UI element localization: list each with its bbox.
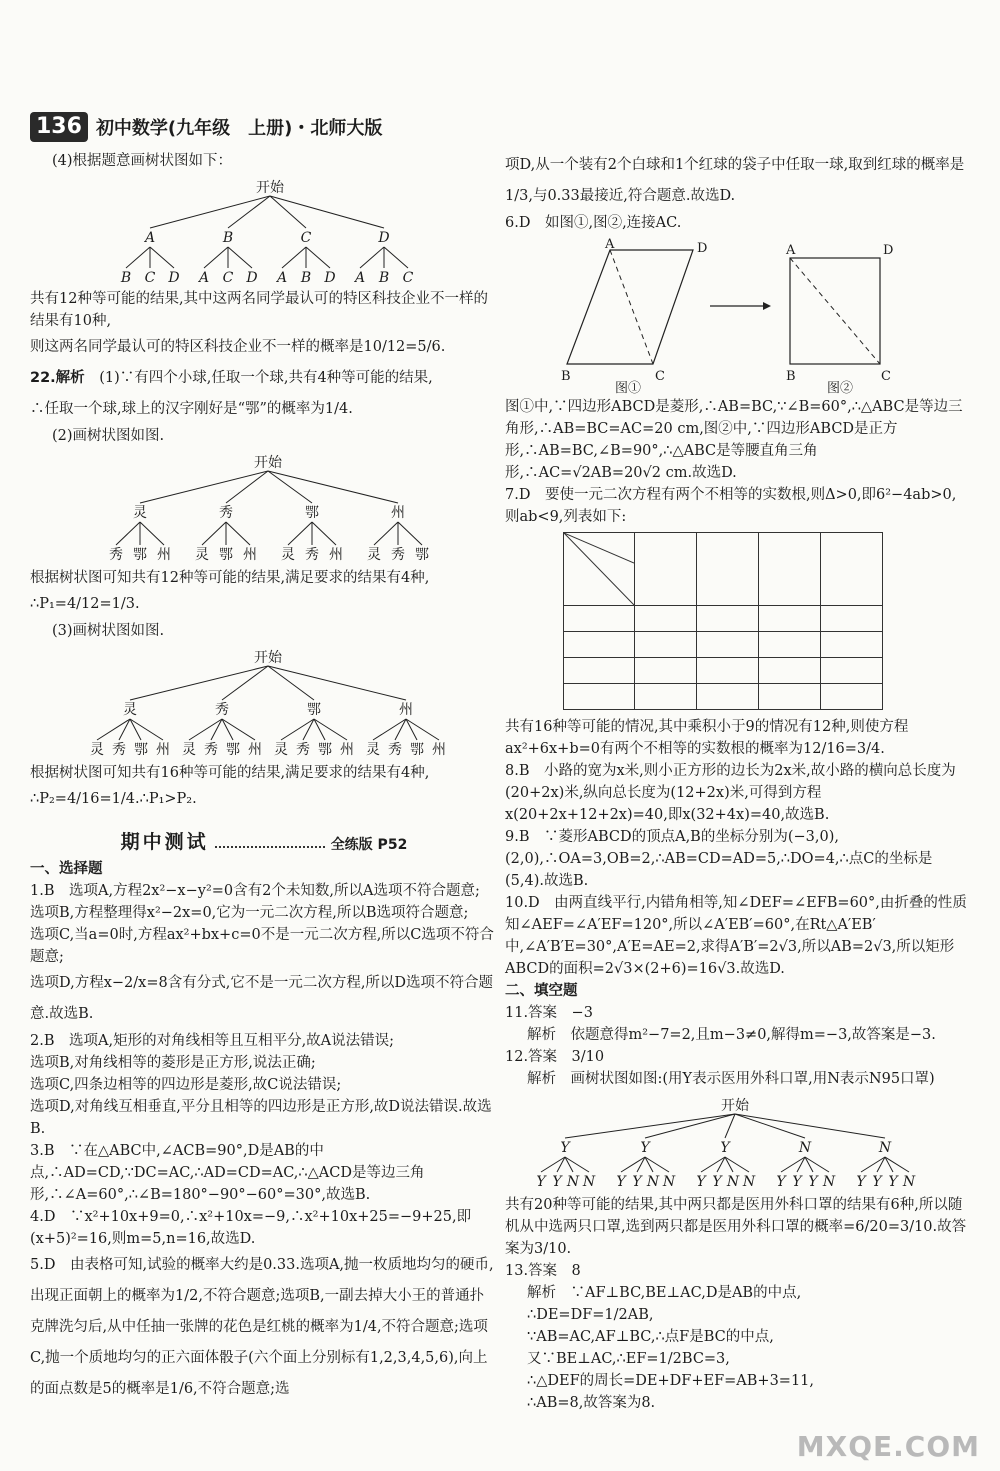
answer-8: 8.B 小路的宽为x米,则小正方形的边长为2x米,故小路的横向总长度为(20+2x)米,纵向总长度为(12+2x)米,可得到方程x(20+2x+12+2x)=40,即x(32+4x)=40,故选B.	[505, 763, 956, 823]
tree-leaf: N	[902, 1174, 916, 1190]
tree-node: N	[798, 1140, 812, 1156]
answer-6-explanation: 图①中,∵四边形ABCD是菱形,∴AB=BC,∵∠B=60°,∴△ABC是等边三角形,∴AB=BC=AC=20 cm,图②中,∵四边形ABCD是正方形,∴AB=BC,∠B=90°,∴△ABC是等腰直角三角形,∴AC=√2AB=20√2 cm.故选D.	[505, 399, 963, 481]
tree-node: C	[300, 230, 312, 246]
tree-leaf: 州	[340, 742, 354, 758]
tree-branch	[374, 522, 398, 545]
tree-leaf: 鄂	[133, 547, 147, 563]
tree-leaf: Y	[792, 1174, 802, 1190]
answer-5: 5.D 由表格可知,试验的概率大约是0.33.选项A,抛一枚质地均匀的硬币,出现正面朝上的概率为1/2,不符合题意;选项B,一副去掉大小王的普通扑克牌洗匀后,从中任抽一张牌的花色是红桃的概率为1/4,不符合题意;选项C,抛一个质地均匀的正六面体骰子(六个面上分别标有1,2,3,4,5,6),向上的面点数是5的概率是1/6,不符合题意;选	[30, 1257, 494, 1397]
answer-3: 3.B ∵在△ABC中,∠ACB=90°,D是AB的中点,∴AD=CD,∵DC=AC,∴AD=CD=AC,∴△ACD是等边三角形,∴∠A=60°,∴∠B=180°−90°−60°=30°,故选B.	[30, 1143, 425, 1203]
tree-leaf: 秀	[204, 742, 218, 758]
tree-leaf: Y	[776, 1174, 786, 1190]
answer-13: 13.答案 8	[505, 1263, 581, 1279]
answer-1c: 选项C,当a=0时,方程ax²+bx+c=0不是一元二次方程,所以C选项不符合题意;	[30, 927, 494, 965]
table-cell	[564, 632, 635, 658]
tree-leaf: 州	[157, 547, 171, 563]
tree-diagram-lingxiu-1	[30, 449, 498, 565]
tree-leaf: 秀	[109, 547, 123, 563]
tree-leaf: N	[742, 1174, 756, 1190]
tree-leaf: Y	[888, 1174, 898, 1190]
tree-branch	[645, 1114, 735, 1138]
midterm-reference: 全练版 P52	[330, 837, 408, 853]
tree-leaf: 秀	[305, 547, 319, 563]
fig2-label-A: A	[786, 243, 796, 258]
q22-part1-answer: ∴任取一个球,球上的汉字刚好是“鄂”的概率为1/4.	[30, 401, 353, 417]
tree-leaf: Y	[696, 1174, 706, 1190]
q22-part3-text: 根据树状图可知共有16种等可能的结果,满足要求的结果有4种,	[30, 765, 430, 781]
tree-root: 开始	[254, 650, 282, 666]
tree-diagram-masks	[505, 1092, 970, 1192]
table-cell	[821, 606, 883, 632]
answer-2b: 选项B,对角线相等的菱形是正方形,说法正确;	[30, 1055, 316, 1071]
tree-branch	[268, 471, 398, 503]
tree-branch	[140, 471, 268, 503]
tree-branch	[312, 522, 336, 545]
tree-leaf: Y	[616, 1174, 626, 1190]
watermark: MXQE.COM	[796, 1430, 980, 1463]
answer-12: 12.答案 3/10	[505, 1049, 605, 1065]
tree-leaf: D	[246, 270, 258, 286]
tree-node: 鄂	[305, 505, 319, 521]
answer-11-explanation: 解析 依题意得m²−7=2,且m−3≠0,解得m=−3,故答案是−3.	[527, 1027, 936, 1043]
tree-leaf: 灵	[195, 547, 209, 563]
tree-leaf: 灵	[274, 742, 288, 758]
answer-9: 9.B ∵菱形ABCD的顶点A,B的坐标分别为(−3,0),(2,0),∴OA=3,OB=2,∴AB=CD=AD=5,∴DO=4,∴点C的坐标是(5,4).故选B.	[505, 829, 933, 889]
table-header-cell	[635, 533, 697, 606]
product-table	[563, 532, 883, 710]
answer-2a: 2.B 选项A,矩形的对角线相等且互相平分,故A说法错误;	[30, 1033, 395, 1049]
q22-part3-answer: ∴P₂=4/16=1/4.∴P₁>P₂.	[30, 791, 197, 807]
tree-leaf: Y	[632, 1174, 642, 1190]
answer-2d: 选项D,对角线互相垂直,平分且相等的四边形是正方形,故D说法错误.故选B.	[30, 1099, 492, 1137]
table-cell	[635, 606, 697, 632]
table-header-cell	[821, 533, 883, 606]
tree-leaf: Y	[808, 1174, 818, 1190]
dotted-leader	[215, 846, 325, 848]
tree-leaf: B	[300, 270, 312, 286]
answer-13-step1: 解析 ∵AF⊥BC,BE⊥AC,D是AB的中点,	[527, 1285, 802, 1301]
table-cell	[759, 684, 821, 710]
tree-leaf: 州	[156, 742, 170, 758]
tree-leaf: 灵	[366, 742, 380, 758]
rhombus-square-figure	[505, 238, 970, 394]
answer-6: 6.D 如图①,图②,连接AC.	[505, 215, 682, 231]
tree-leaf: N	[662, 1174, 676, 1190]
answer-2c: 选项C,四条边相等的四边形是菱形,故C说法错误;	[30, 1077, 342, 1093]
tree-leaf: A	[354, 270, 366, 286]
tree-node: 秀	[219, 505, 233, 521]
answer-5-cont: 项D,从一个装有2个白球和1个红球的袋子中任取一球,取到红球的概率是1/3,与0.33最接近,符合题意.故选D.	[505, 157, 965, 204]
answer-13-step2: ∴DE=DF=1/2AB,	[527, 1307, 654, 1323]
tree-branch	[228, 196, 270, 228]
tree-node: N	[878, 1140, 892, 1156]
table-row	[564, 684, 883, 710]
tree-branch	[725, 1114, 735, 1138]
fig2-label-B: B	[786, 369, 796, 384]
tree-leaf: 秀	[112, 742, 126, 758]
table-row	[564, 658, 883, 684]
tree-branch	[116, 522, 140, 545]
fig1-caption: 图①	[615, 381, 642, 394]
table-cell	[821, 632, 883, 658]
fig1-label-A: A	[605, 238, 615, 252]
tree-leaf: 秀	[388, 742, 402, 758]
tree-leaf: C	[402, 270, 414, 286]
fig2-label-C: C	[881, 369, 891, 384]
table-cell	[821, 658, 883, 684]
corner-diagonals	[564, 533, 634, 605]
tree-leaf: 州	[329, 547, 343, 563]
q21-conclusion: 则这两名同学最认可的特区科技企业不一样的概率是10/12=5/6.	[30, 339, 446, 355]
tree-leaf: 州	[432, 742, 446, 758]
tree-branch	[270, 196, 384, 228]
tree-leaf: N	[726, 1174, 740, 1190]
tree-leaf: 鄂	[415, 547, 429, 563]
tree-leaf: 鄂	[410, 742, 424, 758]
q21-part4-intro: (4)根据题意画树状图如下：	[52, 153, 233, 169]
table-row	[564, 632, 883, 658]
tree-branch	[202, 522, 226, 545]
table-header-cell	[697, 533, 759, 606]
table-cell	[564, 606, 635, 632]
right-column	[505, 150, 970, 1414]
tree-leaf: 鄂	[134, 742, 148, 758]
tree-branch	[360, 247, 384, 268]
tree-branch	[398, 522, 422, 545]
fig2-label-D: D	[883, 243, 894, 258]
table-cell	[697, 632, 759, 658]
tree-branch	[126, 247, 150, 268]
answer-12-explanation: 解析 画树状图如图:(用Y表示医用外科口罩,用N表示N95口罩)	[527, 1071, 935, 1087]
table-header-cell	[759, 533, 821, 606]
tree-branch	[288, 522, 312, 545]
answer-7: 7.D 要使一元二次方程有两个不相等的实数根,则Δ>0,即6²−4ab>0,则ab<9,列表如下:	[505, 487, 957, 525]
tree-leaf: C	[222, 270, 234, 286]
tree-leaf: Y	[536, 1174, 546, 1190]
answer-1b: 选项B,方程整理得x²−2x=0,它为一元二次方程,所以B选项符合题意;	[30, 905, 469, 921]
table-cell	[821, 684, 883, 710]
table-cell	[635, 684, 697, 710]
tree-node: Y	[560, 1140, 570, 1156]
section-fill: 二、填空题	[505, 983, 578, 999]
tree-leaf: N	[822, 1174, 836, 1190]
midterm-heading	[30, 827, 498, 854]
q22-label: 22.解析	[30, 370, 85, 386]
answer-13-step4: 又∵BE⊥AC,∴EF=1/2BC=3,	[527, 1351, 730, 1367]
tree-node: B	[222, 230, 234, 246]
q22-part2-text: 根据树状图可知共有12种等可能的结果,满足要求的结果有4种,	[30, 570, 430, 586]
tree-branch	[384, 247, 408, 268]
tree-leaf: Y	[872, 1174, 882, 1190]
tree-node: 灵	[123, 702, 137, 718]
table-cell	[635, 658, 697, 684]
tree-diagram-lingxiu-2	[30, 644, 498, 760]
table-cell	[564, 658, 635, 684]
tree-leaf: B	[120, 270, 132, 286]
tree-node: 州	[399, 702, 413, 718]
answer-7-conclusion: 共有16种等可能的情况,其中乘积小于9的情况有12种,则使方程ax²+6x+b=0有两个不相等的实数根的概率为12/16=3/4.	[505, 719, 909, 757]
tree-root: 开始	[721, 1098, 749, 1114]
answer-13-step6: ∴AB=8,故答案为8.	[527, 1395, 656, 1411]
section-choice: 一、选择题	[30, 861, 103, 877]
page-header	[30, 112, 382, 142]
tree-branch	[735, 1114, 885, 1138]
book-title: 初中数学(九年级 上册)・北师大版	[95, 118, 383, 139]
answer-4: 4.D ∵x²+10x+9=0,∴x²+10x=−9,∴x²+10x+25=−9+25,即(x+5)²=16,则m=5,n=16,故选D.	[30, 1209, 472, 1247]
table-cell	[759, 658, 821, 684]
tree-node: Y	[720, 1140, 730, 1156]
table-corner	[564, 533, 635, 606]
figure-1-rhombus	[561, 238, 707, 394]
tree-branch	[222, 666, 268, 700]
tree-node: 州	[391, 505, 405, 521]
q22-part3: (3)画树状图如图.	[52, 623, 165, 639]
tree-node: Y	[640, 1140, 650, 1156]
tree-leaf: 灵	[367, 547, 381, 563]
answer-10: 10.D 由两直线平行,内错角相等,知∠DEF=∠EFB=60°,由折叠的性质知∠AEF=∠A′EF=120°,所以∠A′EB′=60°,在Rt△A′EB′中,∠A′B′E=30°,A′E=AE=2,求得A′B′=2√3,所以AB=2√3,所以矩形ABCD的面积=2√3×(2+6)=16√3.故选D.	[505, 895, 967, 977]
table-cell	[635, 632, 697, 658]
arrow	[710, 302, 771, 310]
tree-leaf: 灵	[281, 547, 295, 563]
tree-leaf: 秀	[296, 742, 310, 758]
tree-leaf: Y	[856, 1174, 866, 1190]
q22-part2-answer: ∴P₁=4/12=1/3.	[30, 596, 140, 612]
fig2-caption: 图②	[827, 381, 854, 394]
fig1-label-D: D	[697, 241, 708, 256]
tree-branch	[735, 1114, 805, 1138]
tree-node: 灵	[133, 505, 147, 521]
answer-13-step3: ∵AB=AC,AF⊥BC,∴点F是BC的中点,	[527, 1329, 774, 1345]
table-row	[564, 606, 883, 632]
tree-leaf: 鄂	[219, 547, 233, 563]
tree-leaf: D	[324, 270, 336, 286]
tree-node: 秀	[215, 702, 229, 718]
answer-13-step5: ∴△DEF的周长=DE+DF+EF=AB+3=11,	[527, 1373, 814, 1389]
figure-2-square	[785, 243, 893, 394]
fig1-label-B: B	[561, 369, 571, 384]
tree-branch	[268, 666, 314, 700]
answer-1d: 选项D,方程x−2/x=8含有分式,它不是一元二次方程,所以D选项不符合题意.故选B.	[30, 975, 494, 1022]
tree-branch	[150, 196, 270, 228]
tree-branch	[130, 666, 268, 700]
q22-part1: (1)∵有四个小球,任取一个球,共有4种等可能的结果,	[99, 370, 433, 386]
tree-branch	[268, 666, 406, 700]
tree-leaf: Y	[712, 1174, 722, 1190]
tree-root: 开始	[254, 455, 282, 471]
tree-root: 开始	[256, 180, 284, 196]
answer-11: 11.答案 −3	[505, 1005, 593, 1021]
tree-branch	[565, 1114, 735, 1138]
table-header-row	[564, 533, 883, 606]
fig1-label-C: C	[655, 369, 665, 384]
tree-branch	[282, 247, 306, 268]
tree-branch	[226, 522, 250, 545]
left-column	[30, 150, 498, 1405]
table-cell	[697, 684, 759, 710]
tree-leaf: N	[582, 1174, 596, 1190]
tree-leaf: 鄂	[226, 742, 240, 758]
answer-12-conclusion: 共有20种等可能的结果,其中两只都是医用外科口罩的结果有6种,所以随机从中选两只口罩,选到两只都是医用外科口罩的概率=6/20=3/10.故答案为3/10.	[505, 1197, 967, 1257]
tree-leaf: D	[168, 270, 180, 286]
tree-leaf: N	[566, 1174, 580, 1190]
tree-leaf: 鄂	[318, 742, 332, 758]
tree-branch	[204, 247, 228, 268]
tree-branch	[268, 471, 312, 503]
tree-leaf: 灵	[182, 742, 196, 758]
tree-branch	[306, 247, 330, 268]
table-cell	[697, 658, 759, 684]
tree-leaf: A	[198, 270, 210, 286]
tree-node: A	[144, 230, 156, 246]
tree-diagram-abcd	[30, 174, 498, 286]
tree-leaf: N	[646, 1174, 660, 1190]
q21-text: 共有12种等可能的结果,其中这两名同学最认可的特区科技企业不一样的结果有10种,	[30, 291, 489, 329]
tree-leaf: 州	[248, 742, 262, 758]
tree-leaf: A	[276, 270, 288, 286]
tree-branch	[228, 247, 252, 268]
tree-leaf: Y	[552, 1174, 562, 1190]
q22-part2: (2)画树状图如图.	[52, 428, 165, 444]
tree-leaf: C	[144, 270, 156, 286]
answer-1a: 1.B 选项A,方程2x²−x−y²=0含有2个未知数,所以A选项不符合题意;	[30, 883, 480, 899]
tree-branch	[140, 522, 164, 545]
tree-node: 鄂	[307, 702, 321, 718]
midterm-title: 期中测试	[120, 831, 209, 853]
tree-leaf: 州	[243, 547, 257, 563]
tree-branch	[150, 247, 174, 268]
table-cell	[564, 684, 635, 710]
tree-node: D	[378, 230, 390, 246]
tree-leaf: 灵	[90, 742, 104, 758]
tree-leaf: 秀	[391, 547, 405, 563]
tree-leaf: B	[378, 270, 390, 286]
table-cell	[759, 606, 821, 632]
table-cell	[697, 606, 759, 632]
table-cell	[759, 632, 821, 658]
page-number: 136	[30, 112, 88, 142]
